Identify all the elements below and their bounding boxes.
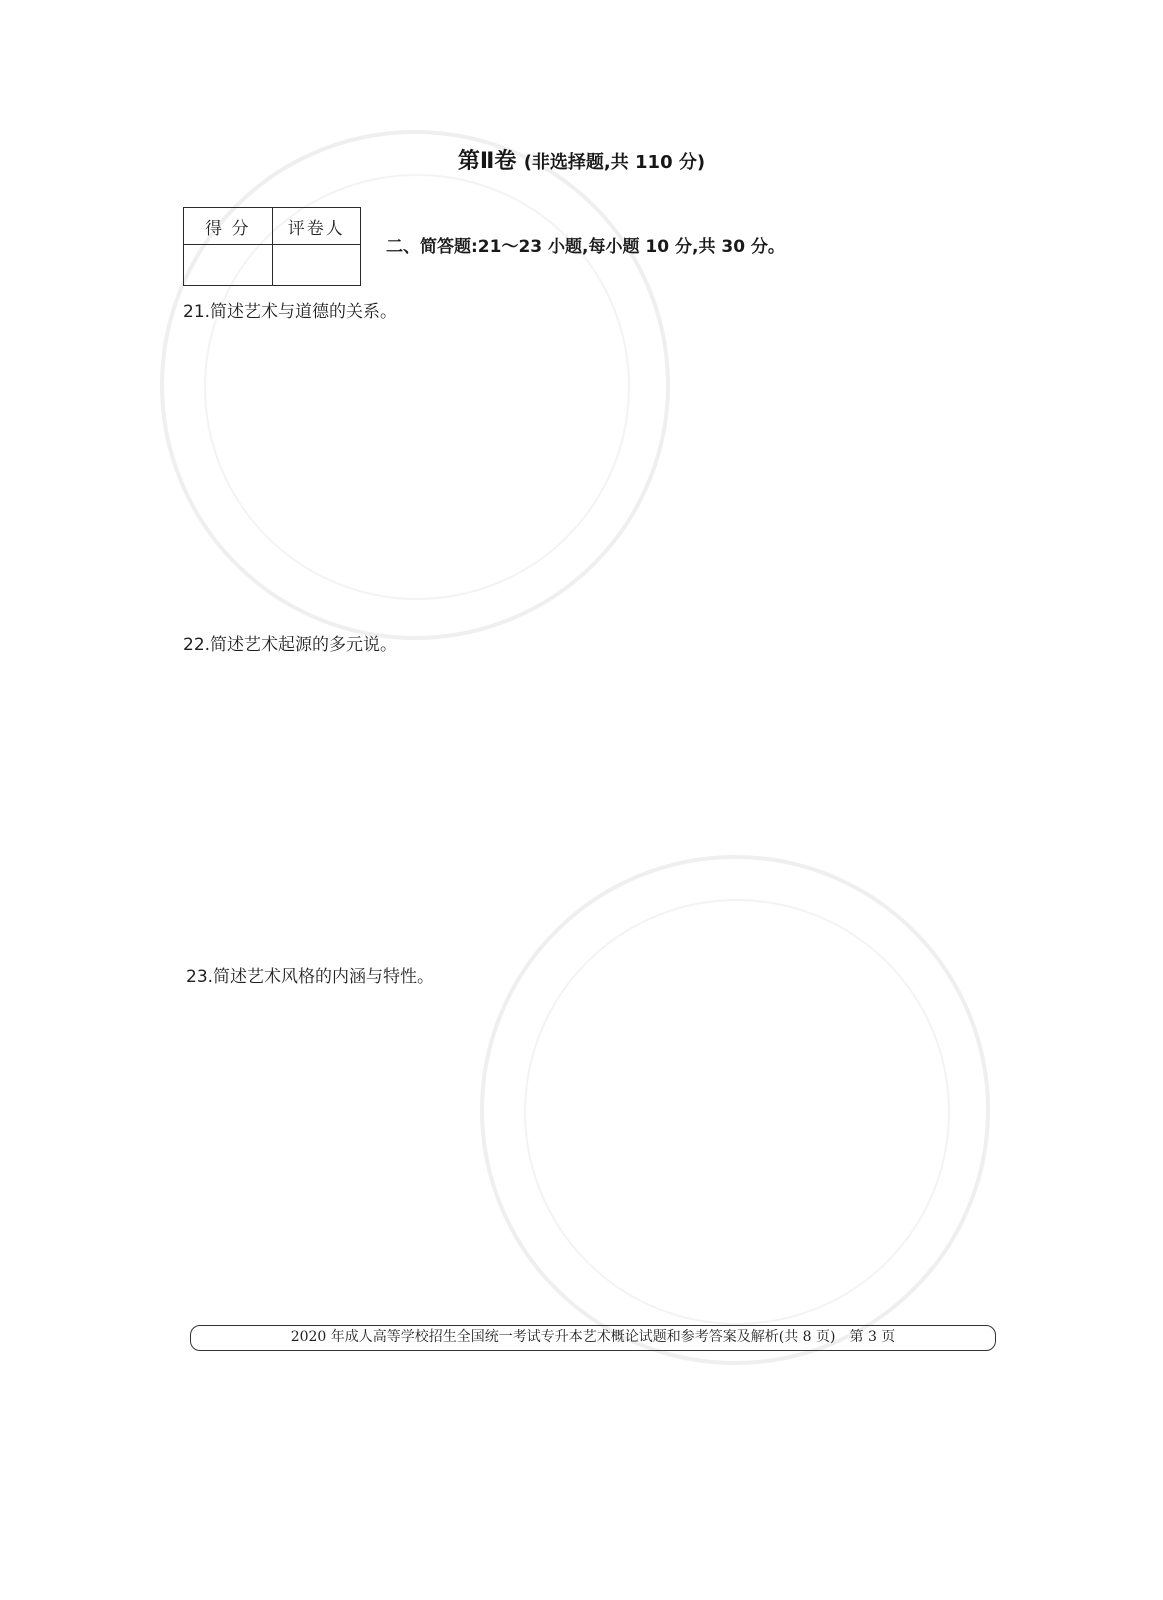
watermark-seal-bottom [480,855,990,1365]
page-footer: 2020 年成人高等学校招生全国统一考试专升本艺术概论试题和参考答案及解析(共 8 页) 第 3 页 [190,1325,996,1351]
section-title-main: 第Ⅱ卷 [457,149,517,174]
grader-label: 评卷人 [272,208,361,245]
score-label: 得 分 [184,208,273,245]
score-box [183,207,361,286]
question-22: 22.简述艺术起源的多元说。 [183,635,398,655]
grader-cell [272,245,361,286]
part-heading: 二、简答题:21～23 小题,每小题 10 分,共 30 分。 [386,237,785,257]
question-23: 23.简述艺术风格的内涵与特性。 [186,967,435,987]
section-title-subtitle: (非选择题,共 110 分) [523,152,706,173]
score-cell [184,245,273,286]
question-21: 21.简述艺术与道德的关系。 [183,302,398,322]
section-title [0,144,1163,175]
